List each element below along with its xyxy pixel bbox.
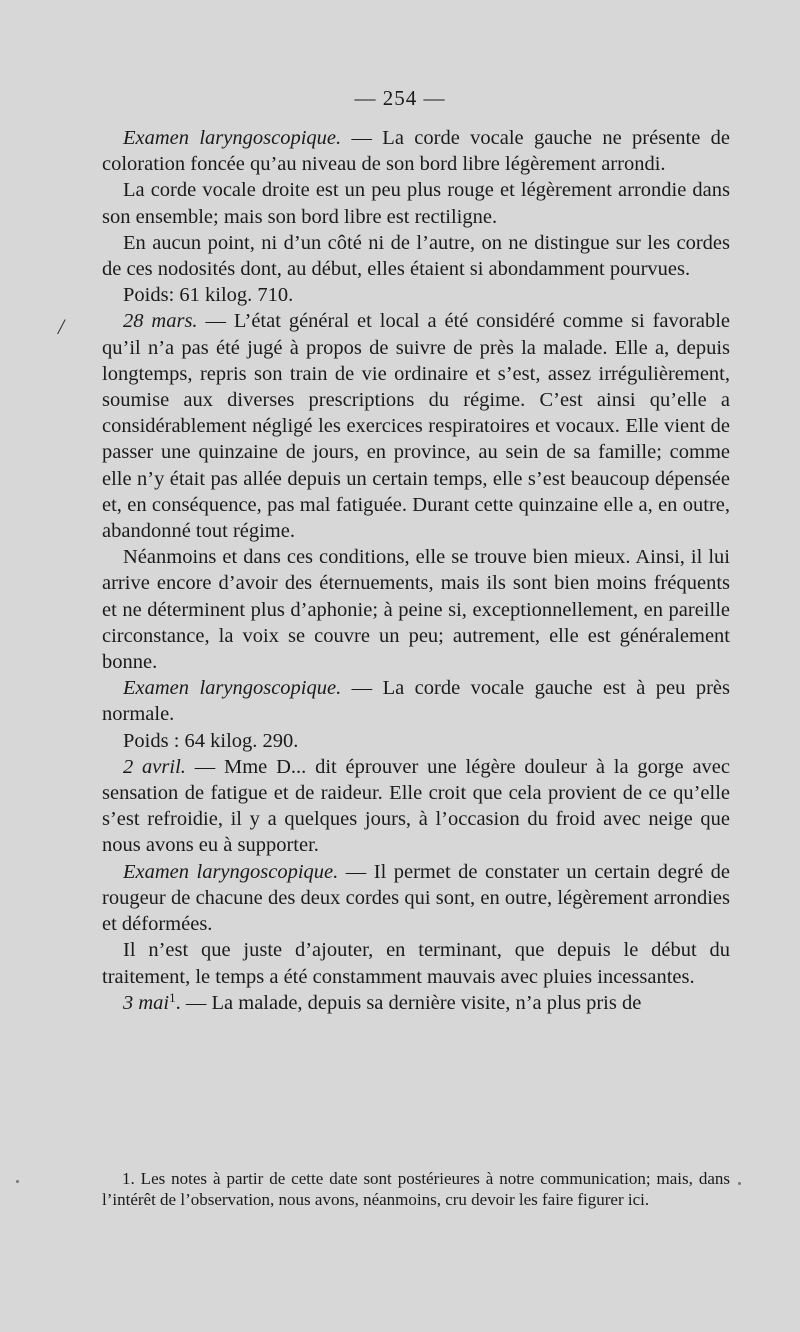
section-label: Examen laryngoscopique. xyxy=(123,127,342,149)
paragraph xyxy=(102,282,730,308)
paragraph xyxy=(102,308,730,544)
page-number: — 254 — xyxy=(354,86,446,110)
margin-pen-mark: / xyxy=(58,314,65,339)
paragraph xyxy=(102,230,730,282)
paragraph xyxy=(102,859,730,938)
paragraph-text: — L’état général et local a été considéré comme si favorable qu’il n’a pas été jugé à propos de suivre de près la malade. Elle a, depuis longtemps, repris son train de vie ordinaire et s’est, assez irrégulièrement, soumise aux diverses prescriptions du régime. C’est ainsi qu’elle a considérablement négligé les exercices respiratoires et vocaux. Elle vient de passer une quinzaine de jours, en province, au sein de sa famille; comme elle n’y était pas allée depuis un certain temps, elle s’est beaucoup dépensée et, en conséquence, pas mal fatiguée. Durant cette quinzaine elle a, en outre, abandonné tout régime. xyxy=(102,310,730,543)
paragraph-text: — Mme D... dit éprouver une légère douleur à la gorge avec sensation de fatigue et de raideur. Elle croit que cela provient de ce qu’elle s’est refroidie, il y a quelques jours, à l’occasion du froid avec neige que nous avons eu à supporter. xyxy=(102,755,731,857)
paper-speck xyxy=(16,1180,19,1183)
paragraph-text: — La corde vocale gauche ne présente de coloration foncée qu’au niveau de son bord libre légèrement arrondi. xyxy=(102,127,730,176)
body-text xyxy=(102,125,730,1016)
date-label: 3 mai xyxy=(123,991,170,1014)
paragraph-text: Poids: 61 kilog. 710. xyxy=(123,284,294,307)
date-label: 28 mars. xyxy=(123,310,198,333)
paragraph xyxy=(102,177,730,229)
paragraph-text: La corde vocale droite est un peu plus rouge et légèrement arrondie dans son ensemble; mais son bord libre est rectiligne. xyxy=(102,179,730,228)
footnote: 1. Les notes à partir de cette date sont postérieures à notre communication; mais, dans l’intérêt de l’observation, nous avons, néanmoins, cru devoir les faire figurer ici. xyxy=(102,1169,730,1209)
paragraph xyxy=(102,675,730,727)
date-label: 2 avril. xyxy=(123,755,186,778)
paragraph-text: — La corde vocale gauche est à peu près normale. xyxy=(102,677,730,726)
section-label: Examen laryngoscopique. xyxy=(123,677,342,700)
paragraph xyxy=(102,990,730,1016)
paragraph-text: Poids : 64 kilog. 290. xyxy=(123,729,299,752)
paragraph-text: — Il permet de constater un certain degré de rougeur de chacune des deux cordes qui sont, en outre, légèrement arrondies et déformées. xyxy=(102,860,731,936)
paper-speck xyxy=(738,1182,741,1185)
paragraph xyxy=(102,125,730,177)
paragraph-text: Néanmoins et dans ces conditions, elle se trouve bien mieux. Ainsi, il lui arrive encore d’avoir des éternuements, mais ils sont bien moins fréquents et ne déterminent plus d’aphonie; à peine si, exceptionnellement, en pareille circonstance, la voix se couvre un peu; autrement, elle est généralement bonne. xyxy=(102,546,730,674)
footnote-reference: 1 xyxy=(169,989,176,1005)
paragraph xyxy=(102,544,730,675)
paragraph xyxy=(102,754,730,859)
paragraph xyxy=(102,937,730,989)
paragraph-text: . — La malade, depuis sa dernière visite, n’a plus pris de xyxy=(175,991,642,1014)
paragraph xyxy=(102,728,730,754)
paragraph-text: Il n’est que juste d’ajouter, en terminant, que depuis le début du traitement, le temps a été constamment mauvais avec pluies incessantes. xyxy=(102,939,730,988)
paragraph-text: En aucun point, ni d’un côté ni de l’autre, on ne distingue sur les cordes de ces nodosités dont, au début, elles étaient si abondamment pourvues. xyxy=(102,231,730,281)
section-label: Examen laryngoscopique. xyxy=(123,860,339,883)
